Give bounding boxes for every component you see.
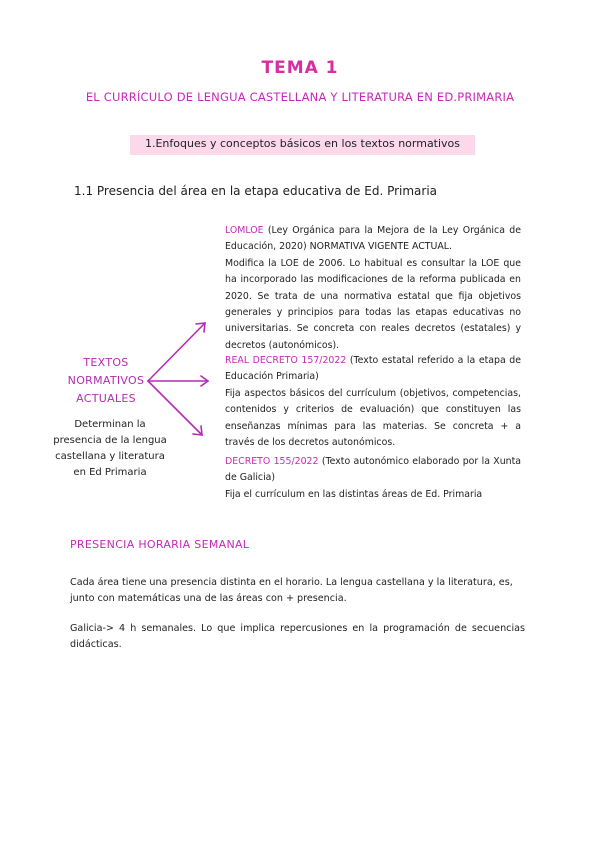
presencia-paragraph-2: Galicia-> 4 h semanales. Lo que implica repercusiones en la programación de secuencias didácticas. bbox=[70, 623, 525, 650]
presencia-heading: PRESENCIA HORARIA SEMANAL bbox=[70, 538, 250, 551]
real-decreto-block bbox=[225, 353, 521, 451]
page-subtitle: EL CURRÍCULO DE LENGUA CASTELLANA Y LITERATURA EN ED.PRIMARIA bbox=[85, 90, 515, 104]
textos-normativos-description: Determinan la presencia de la lengua castellana y literatura en Ed Primaria bbox=[53, 419, 167, 478]
section-heading: 1.Enfoques y conceptos básicos en los textos normativos bbox=[144, 137, 461, 150]
lomloe-detail: Modifica la LOE de 2006. Lo habitual es consultar la LOE que ha incorporado las modificaciones de la reforma publicada en 2020. Se trata de una normativa estatal que fija objetivos generales y principios para todas las etapas educativas no universitarias. Se concreta con reales decretos (estatales) y decretos (autonómicos). bbox=[225, 257, 521, 351]
decreto-text: (Texto autonómico elaborado por la Xunta de Galicia) bbox=[225, 456, 522, 484]
real-decreto-detail: Fija aspectos básicos del currículum (objetivos, competencias, contenidos y criterios de evaluación) que constituyen las enseñanzas mínimas para las materias. Se concreta + a través de los decretos autonómicos. bbox=[225, 387, 521, 449]
presencia-paragraph-1: Cada área tiene una presencia distinta en el horario. La lengua castellana y la literatura, es, junto con matemáticas una de las áreas con + presencia. bbox=[70, 577, 513, 604]
decreto-name: DECRETO 155/2022 bbox=[225, 456, 319, 467]
subsection-heading: 1.1 Presencia del área en la etapa educativa de Ed. Primaria bbox=[74, 184, 438, 198]
decreto-block bbox=[225, 454, 521, 503]
lomloe-name: LOMLOE bbox=[225, 225, 264, 236]
textos-normativos-heading: TEXTOS NORMATIVOS ACTUALES bbox=[67, 356, 145, 405]
decreto-detail: Fija el currículum en las distintas áreas de Ed. Primaria bbox=[225, 488, 483, 500]
real-decreto-name: REAL DECRETO 157/2022 bbox=[225, 355, 347, 366]
arrow-to-lomloe bbox=[148, 323, 205, 381]
lomloe-text: (Ley Orgánica para la Mejora de la Ley Orgánica de Educación, 2020) NORMATIVA VIGENTE ACTUAL. bbox=[225, 225, 521, 253]
page-title: TEMA 1 bbox=[261, 58, 339, 78]
lomloe-block bbox=[225, 223, 521, 354]
real-decreto-text: (Texto estatal referido a la etapa de Educación Primaria) bbox=[225, 355, 521, 383]
